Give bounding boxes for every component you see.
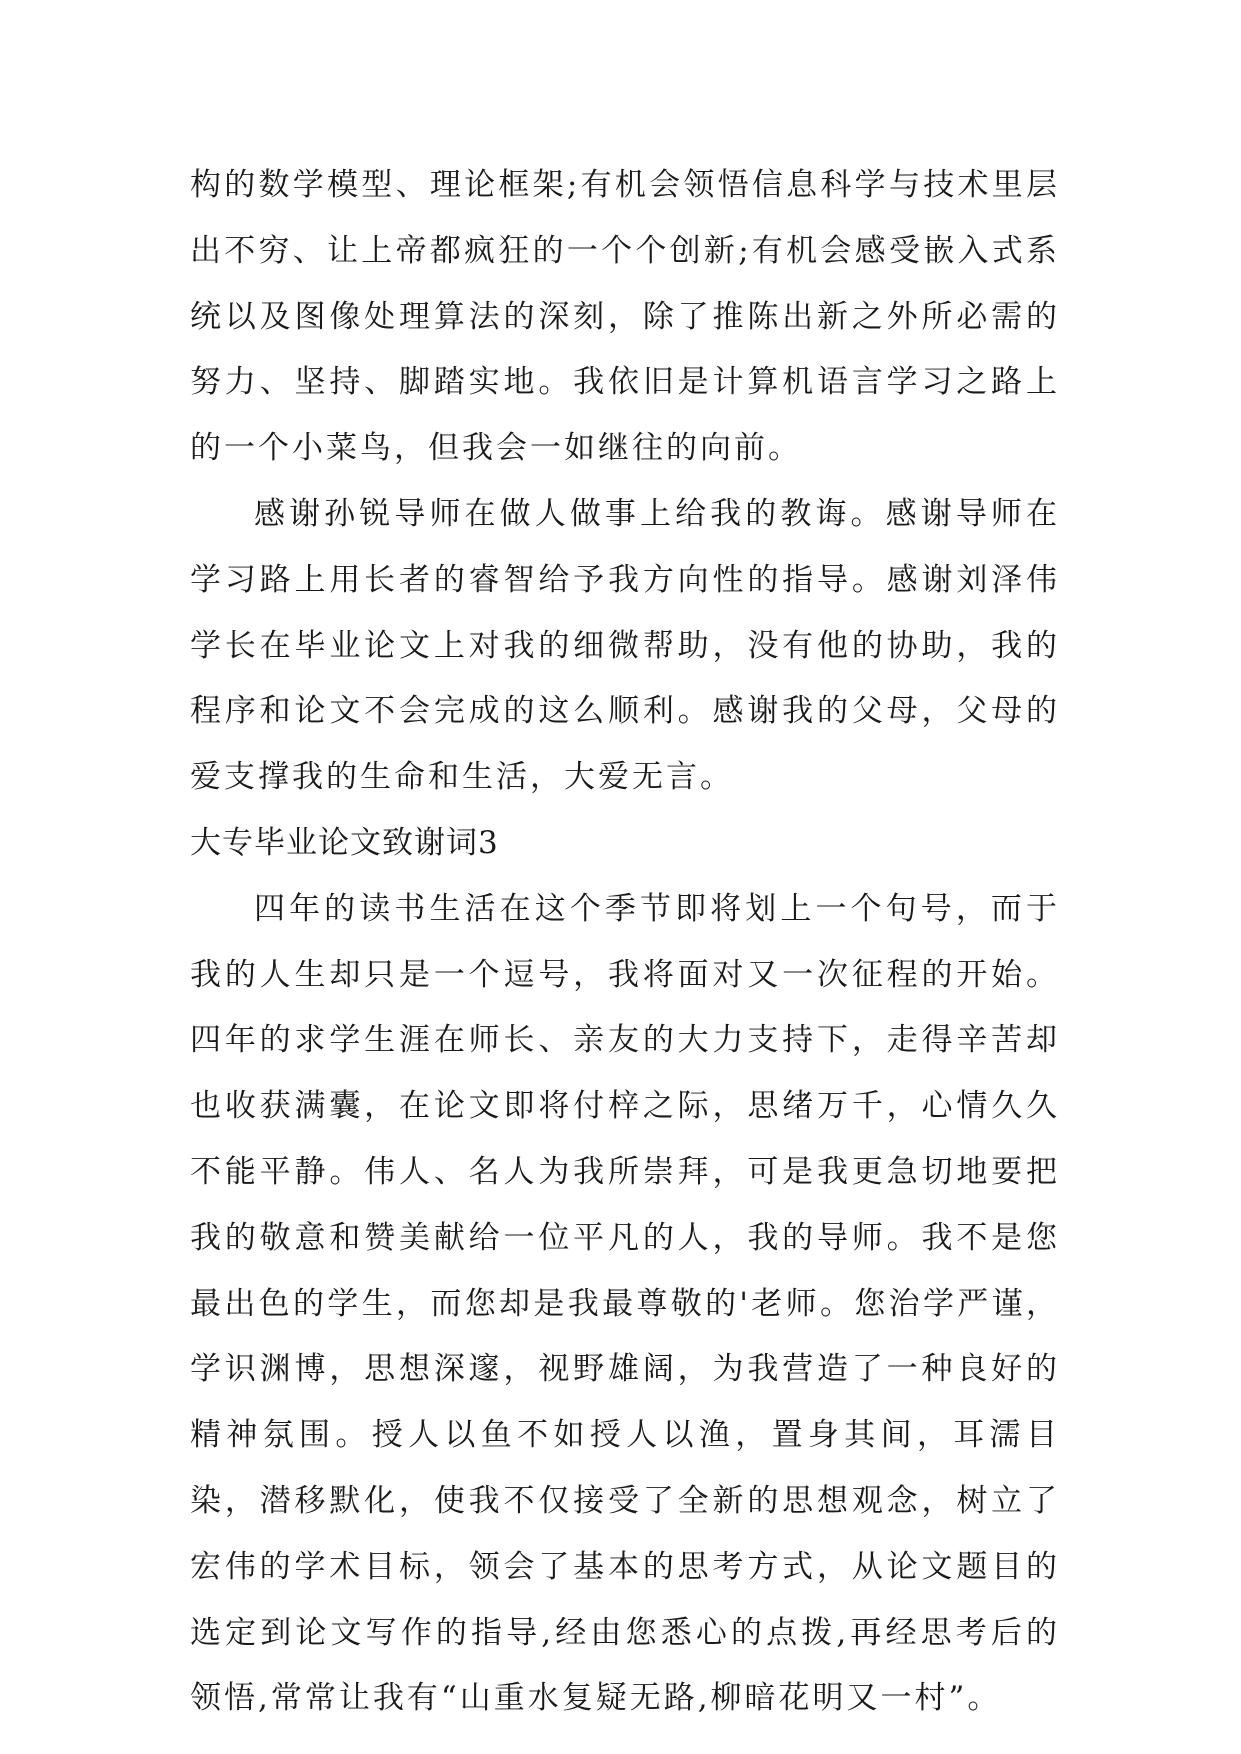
paragraph-continued: 构的数学模型、理论框架;有机会领悟信息科学与技术里层出不穷、让上帝都疯狂的一个个创新;有机会感受嵌入式系统以及图像处理算法的深刻，除了推陈出新之外所必需的努力、坚持、脚踏实地。我依旧是计算机语言学习之路上的一个小菜鸟，但我会一如继往的向前。	[190, 167, 1060, 467]
document-body	[190, 153, 1060, 1732]
paragraph-section-3: 四年的读书生活在这个季节即将划上一个句号，而于我的人生却只是一个逗号，我将面对又一次征程的开始。四年的求学生涯在师长、亲友的大力支持下，走得辛苦却也收获满囊，在论文即将付梓之际，思绪万千，心情久久不能平静。伟人、名人为我所崇拜，可是我更急切地要把我的敬意和赞美献给一位平凡的人，我的导师。我不是您最出色的学生，而您却是我最尊敬的'老师。您治学严谨，学识渊博，思想深邃，视野雄阔，为我营造了一种良好的精神氛围。授人以鱼不如授人以渔，置身其间，耳濡目染，潜移默化，使我不仅接受了全新的思想观念，树立了宏伟的学术目标，领会了基本的思考方式，从论文题目的选定到论文写作的指导,经由您悉心的点拨,再经思考后的领悟,常常让我有“山重水复疑无路,柳暗花明又一村”。	[190, 890, 1060, 1717]
section-heading: 大专毕业论文致谢词3	[190, 824, 499, 861]
paragraph-acknowledgement: 感谢孙锐导师在做人做事上给我的教诲。感谢导师在学习路上用长者的睿智给予我方向性的指导。感谢刘泽伟学长在毕业论文上对我的细微帮助，没有他的协助，我的程序和论文不会完成的这么顺利。感谢我的父母，父母的爱支撑我的生命和生活，大爱无言。	[190, 495, 1060, 796]
